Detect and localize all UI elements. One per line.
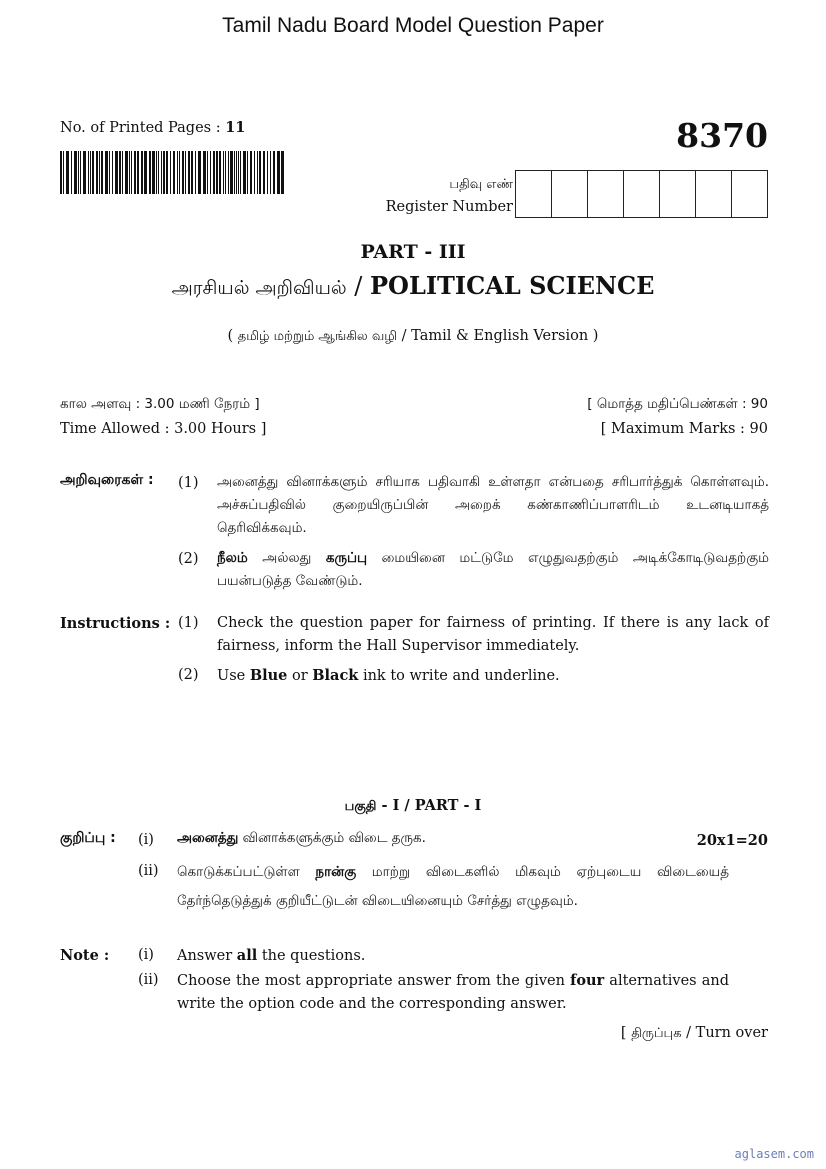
note-ta-num-1: (i) [138,832,154,848]
note-en-bold-four: four [570,972,605,989]
marks-ta: [ மொத்த மதிப்பெண்கள் : 90 [587,396,768,412]
subject-ta: அரசியல் அறிவியல் [171,277,347,299]
note-ta-num-2: (ii) [138,863,159,879]
version-open: ( [227,328,238,344]
subject-en: POLITICAL SCIENCE [370,271,655,300]
paper-code: 8370 [676,116,768,155]
subject-title [0,271,826,302]
barcode-image [60,151,288,194]
instr-en-bold-blue: Blue [249,667,288,684]
part-title: PART - III [360,241,466,263]
subject-separator: / [346,272,370,300]
printed-pages-label: No. of Printed Pages : [60,120,221,136]
note-ta-pre-2: கொடுக்கப்பட்டுள்ள [177,864,316,880]
instr-ta-num-2: (2) [178,551,199,567]
version-ta: தமிழ் மற்றும் ஆங்கில வழி [237,329,398,344]
turn-over-open: [ [620,1025,632,1041]
note-en-label: Note : [60,947,110,964]
part1-heading-ta: பகுதி [344,799,377,814]
instr-ta-text-2 [217,547,769,593]
note-en-bold-all: all [236,947,258,964]
note-ta-text-1 [177,830,729,848]
source-watermark-link[interactable]: aglasem.com [734,1147,814,1161]
instr-en-num-1: (1) [178,615,199,631]
instr-ta-bold-black: கருப்பு [325,550,368,566]
printed-pages-value: 11 [225,119,246,136]
register-digit-box[interactable] [696,171,732,217]
version-en: / Tamil & English Version ) [397,328,599,344]
register-digit-box[interactable] [552,171,588,217]
instr-en-rest: ink to write and underline. [358,668,560,684]
instr-ta-text-1: அனைத்து வினாக்களும் சரியாக பதிவாகி உள்ளதா என்பதை சரிபார்த்துக் கொள்ளவும். அச்சுப்பதிவில் குறையிருப்பின் அறைக் கண்காணிப்பாளரிடம் உடனடியாகத் தெரிவிக்கவும். [217,474,769,536]
register-digit-box[interactable] [660,171,696,217]
printed-pages [60,119,245,136]
instr-ta-bold-blue: நீலம் [217,550,248,566]
time-ta: கால அளவு : 3.00 மணி நேரம் ] [60,396,260,412]
turn-over-en: / Turn over [681,1025,768,1041]
note-ta-rest-2: மாற்று விடைகளில் மிகவும் ஏற்புடைய விடையைத் தேர்ந்தெடுத்துக் குறியீட்டுடன் விடையினையும் சேர்த்து எழுதவும். [177,864,729,909]
marks-en: [ Maximum Marks : 90 [600,421,768,437]
note-ta-label: குறிப்பு : [60,830,116,846]
instr-en-num-2: (2) [178,667,199,683]
instr-en-bold-black: Black [312,667,359,684]
register-digit-box[interactable] [516,171,552,217]
part1-marks: 20x1=20 [696,832,768,849]
part1-heading-rest: - I / PART - I [376,797,482,814]
note-en-num-2: (ii) [138,972,159,988]
turn-over-ta: திருப்புக [631,1026,682,1041]
register-number-label [386,174,513,218]
note-en-rest-2: alternatives and write the option code and the corresponding answer. [177,973,729,1012]
turn-over [621,1022,768,1045]
register-number-boxes[interactable] [515,170,768,218]
instr-en-mid: or [287,668,313,684]
note-en-pre-2: Choose the most appropriate answer from the given [177,973,571,989]
instr-ta-mid: அல்லது [247,550,326,566]
instr-en-pre: Use [217,668,250,684]
instr-ta-num-1: (1) [178,475,199,491]
version-line [0,328,826,345]
note-en-text-2 [177,969,729,1016]
part1-heading [0,797,826,815]
note-ta-bold-all: அனைத்து [177,830,239,846]
note-en-rest-1: the questions. [257,948,366,964]
instructions-en-label: Instructions : [60,615,171,632]
register-digit-box[interactable] [588,171,624,217]
note-en-text-1 [177,944,729,968]
register-label-en: Register Number [385,199,513,215]
note-en-num-1: (i) [138,947,154,963]
note-en-pre-1: Answer [177,948,237,964]
note-ta-text-2 [177,858,729,915]
instructions-ta-label: அறிவுரைகள் : [60,472,154,488]
page-banner: Tamil Nadu Board Model Question Paper [222,14,604,37]
instr-en-text-1: Check the question paper for fairness of printing. If there is any lack of fairness, inform the Hall Supervisor immediately. [217,615,769,654]
register-digit-box[interactable] [732,171,767,217]
register-digit-box[interactable] [624,171,660,217]
note-ta-bold-four: நான்கு [315,864,357,880]
register-label-ta: பதிவு எண் [449,177,513,192]
instr-ta-rest: மையினை மட்டுமே எழுதுவதற்கும் அடிக்கோடிடுவதற்கும் பயன்படுத்த வேண்டும். [217,550,769,589]
instr-en-text-2 [217,664,769,688]
time-en: Time Allowed : 3.00 Hours ] [60,421,267,437]
note-ta-rest-1: வினாக்களுக்கும் விடை தருக. [238,830,426,846]
